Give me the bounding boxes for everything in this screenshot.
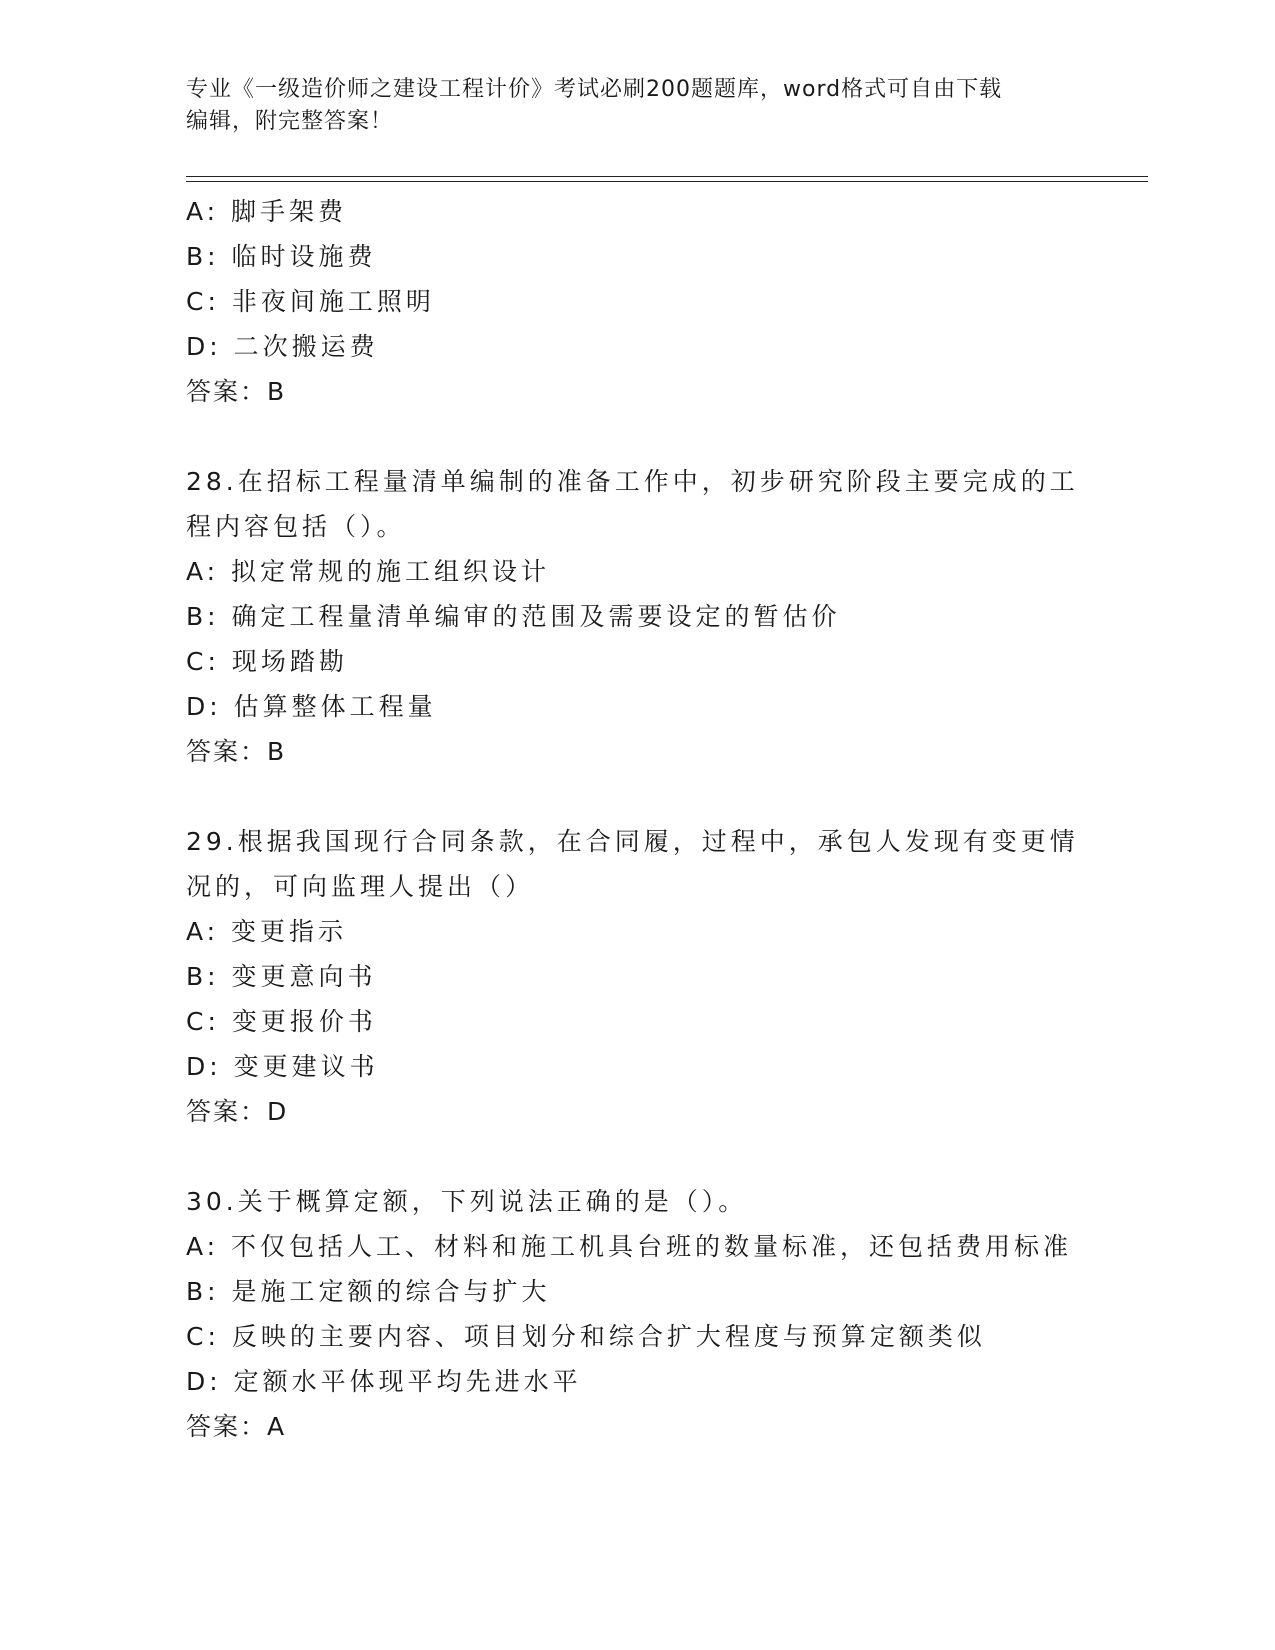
question-stem-line-2: 况的，可向监理人提出（） <box>186 872 535 901</box>
question-27 <box>186 189 1066 414</box>
option-d: D: 估算整体工程量 <box>186 692 437 721</box>
answer-line: 答案：D <box>186 1097 289 1126</box>
option-a: A: 拟定常规的施工组织设计 <box>186 557 551 586</box>
option-a: A: 不仅包括人工、材料和施工机具台班的数量标准，还包括费用标准 <box>186 1232 1073 1261</box>
answer-line: 答案：B <box>186 737 287 766</box>
header-divider-top <box>186 176 1148 177</box>
answer-line: 答案：A <box>186 1412 287 1441</box>
option-b: B: 确定工程量清单编审的范围及需要设定的暂估价 <box>186 602 841 631</box>
option-a: A: 变更指示 <box>186 917 348 946</box>
option-c: C: 变更报价书 <box>186 1007 377 1036</box>
question-stem-line-2: 程内容包括（）。 <box>186 512 406 541</box>
question-stem-line-1: 30.关于概算定额，下列说法正确的是（）。 <box>186 1187 748 1216</box>
answer-line: 答案：B <box>186 377 287 406</box>
option-c: C: 反映的主要内容、项目划分和综合扩大程度与预算定额类似 <box>186 1322 986 1351</box>
question-spacer <box>186 1134 1066 1179</box>
question-spacer <box>186 414 1066 459</box>
question-list <box>186 189 1079 1449</box>
document-header <box>186 74 1086 138</box>
option-d: D: 定额水平体现平均先进水平 <box>186 1367 582 1396</box>
header-title-line-1: 专业《一级造价师之建设工程计价》考试必刷200题题库，word格式可自由下载 <box>186 77 1003 102</box>
option-a: A: 脚手架费 <box>186 197 348 226</box>
header-title-line-2: 编辑，附完整答案！ <box>186 109 394 134</box>
option-d: D: 二次搬运费 <box>186 332 379 361</box>
option-b: B: 变更意向书 <box>186 962 377 991</box>
option-c: C: 现场踏勘 <box>186 647 348 676</box>
option-d: D: 变更建议书 <box>186 1052 379 1081</box>
option-c: C: 非夜间施工照明 <box>186 287 435 316</box>
question-spacer <box>186 774 1066 819</box>
question-29 <box>186 819 1079 1134</box>
question-stem-line-1: 29.根据我国现行合同条款，在合同履，过程中，承包人发现有变更情 <box>186 827 1079 856</box>
question-stem-line-1: 28.在招标工程量清单编制的准备工作中，初步研究阶段主要完成的工 <box>186 467 1079 496</box>
question-30 <box>186 1179 1073 1449</box>
header-divider-bottom <box>186 181 1148 182</box>
option-b: B: 临时设施费 <box>186 242 377 271</box>
question-28 <box>186 459 1079 774</box>
option-b: B: 是施工定额的综合与扩大 <box>186 1277 551 1306</box>
